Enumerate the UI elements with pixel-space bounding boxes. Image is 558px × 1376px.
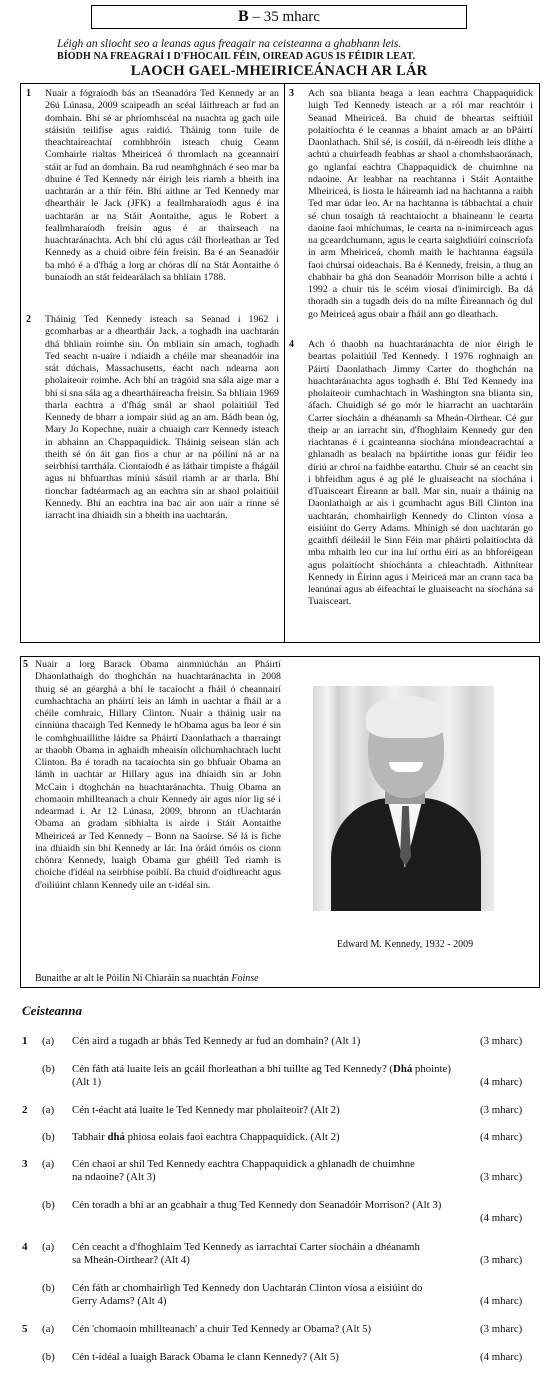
question-marks: (3 mharc): [480, 1035, 523, 1047]
question-number: 5: [22, 1323, 28, 1335]
credit-prefix: Bunaithe ar alt le Póilín Ní Chiaráin sa nuachtán: [35, 973, 232, 984]
question-text: Cén fáth atá luaite leis an gcáil fhorleathan a bhí tuillte ag Ted Kennedy? (Dhá phointe): [72, 1063, 451, 1075]
source-credit: [35, 973, 259, 984]
question-letter: (a): [42, 1241, 55, 1253]
question-letter: (b): [42, 1351, 55, 1363]
credit-source: Foinse: [231, 973, 259, 984]
question-marks: (4 mharc): [480, 1212, 523, 1224]
question-text: Cén ceacht a d'fhoghlaim Ted Kennedy as iarrachtaí Carter síocháin a dhéanamh: [72, 1241, 420, 1253]
question-text: Cén aird a tugadh ar bhás Ted Kennedy ar fud an domhain? (Alt 1): [72, 1035, 361, 1047]
question-marks: (4 mharc): [480, 1076, 523, 1088]
questions-heading: Ceisteanna: [22, 1003, 82, 1018]
question-letter: (b): [42, 1199, 55, 1211]
question-text: Cén fáth ar chomhairligh Ted Kennedy don Uachtarán Clinton víosa a eisiúint do: [72, 1282, 423, 1294]
question-text: Cén 'chomaoin mhillteanach' a chuir Ted Kennedy ar Obama? (Alt 5): [72, 1323, 372, 1335]
question-text-line2: Gerry Adams? (Alt 4): [72, 1295, 167, 1307]
question-marks: (4 mharc): [480, 1295, 523, 1307]
photo-caption: Edward M. Kennedy, 1932 - 2009: [336, 939, 474, 950]
instruction-own-words: BÍODH NA FREAGRAÍ I D'FHOCAIL FÉIN, OIREAD AGUS IS FÉIDIR LEAT.: [57, 51, 416, 62]
column-divider: [284, 84, 285, 642]
article-box-paragraph-5: [20, 656, 540, 988]
paragraph-5: Nuair a lorg Barack Obama ainmniúchán an Pháirtí Dhaonlathaigh do thoghchán na huachtaránachta in 2008 thuig sé an géarghá a bhí le tacaíocht a fháil ó cheannairí cumhachtacha an pháirtí leis an lámh in uachtar a fháil ar a chéile comhraic, Hillary Clinton. Nuair a tháinig uair na cinniúna thacaigh Ted Kennedy le hObama agus ba leor é sin le comhghuaillithe láidre sa Pháirtí Daonlathach a tharraingt ar thaobh Obama in aghaidh mheaisín ollchumhachtach lucht Clinton. Ba é toradh na tacaíochta sin go bhfuair Obama an lámh in uachtar ar Hillary agus ina dhiaidh sin ar John McCain i dtoghchán na huachtaránachta. Thuig Obama an chomaoin mhillteanach a chuir Kennedy air agus níor lig sé i ndearmad í. Ar 12 Lúnasa, 2009, bhronn an tUachtarán Obama an gradam sibhialta is airde i Stáit Aontaithe Mheiriceá ar Ted Kennedy – Bonn na Saoirse. Sé lá is fiche ina dhiaidh sin bhí Kennedy ar lár. Ina óráid ómóis os cionn chónra Kennedy, luaigh Obama gur ghéill Ted riamh is choíche d'idéal na seirbhíse poiblí. Ba chuid d'oidhreacht agus d'oiliúint chlann Kennedy uile an t-idéal sin.: [35, 659, 281, 891]
question-letter: (b): [42, 1282, 55, 1294]
question-marks: (3 mharc): [480, 1171, 523, 1183]
question-text-line2: sa Mheán-Oirthear? (Alt 4): [72, 1254, 190, 1266]
question-number: 3: [22, 1158, 28, 1170]
question-letter: (a): [42, 1035, 55, 1047]
question-number: 1: [22, 1035, 28, 1047]
question-marks: (3 mharc): [480, 1254, 523, 1266]
section-header-box: [91, 5, 467, 29]
question-text: Cén t-idéal a luaigh Barack Obama le clann Kennedy? (Alt 5): [72, 1351, 339, 1363]
paragraph-number-2: 2: [26, 314, 31, 325]
question-letter: (a): [42, 1104, 55, 1116]
paragraph-number-5: 5: [23, 659, 28, 670]
question-text-line2: (Alt 1): [72, 1076, 102, 1088]
question-letter: (a): [42, 1158, 55, 1170]
question-text: Cén chaoi ar shíl Ted Kennedy eachtra Chappaquidick a ghlanadh de chuimhne: [72, 1158, 415, 1170]
article-title: LAOCH GAEL-MHEIRICEÁNACH AR LÁR: [130, 63, 428, 79]
question-text: Tabhair dhá phíosa eolais faoi eachtra Chappaquidick. (Alt 2): [72, 1131, 340, 1143]
question-text-line2: na ndaoine? (Alt 3): [72, 1171, 156, 1183]
article-box-paragraphs-1-4: [20, 83, 540, 643]
question-number: 2: [22, 1104, 28, 1116]
paragraph-2: Tháinig Ted Kennedy isteach sa Seanad i 1962 i gcomharbas ar a dheartháir Jack, a toghadh ina uachtarán dhá bhliain roimhe sin. Ón mbliain sin amach, toghadh Ted seacht n-uaire i ndiaidh a chéile mar sheanadóir ina stát dúchais, Massachusetts, éacht nach ndearna aon pholaiteoir roimhe. Ach bhí an tragóid sna sála aige mar a bhí sí sna sála ag a dheartháireacha freisin. Sa bhliain 1969 tharla eachtra a d'fhág smál ar shaol polaitiúil Ted Kennedy de bharr a iompair siúd ag an am. Bádh bean óg, Mary Jo Kopechne, nuair a chuaigh carr Kennedy isteach in abhainn an Chappaquidick. Tháinig seisean slán ach theith sé ón áit gan fios a chur ar na póilíní ná ar na seirbhísí tarrthála. Ciontaíodh é as láthair timpiste a fhágáil agus ní bhfuarthas míniú sásúil riamh ar ar tharla. Bhí tionchar fadtéarmach ag an eachtra sin ar shaol polaitiúil Kennedy. Bhí an eachtra ina bac air aon uair a rinne sé iarracht ina dhiaidh sin a bheith ina uachtarán.: [45, 314, 279, 521]
question-text: Cén toradh a bhí ar an gcabhair a thug Ted Kennedy don Seanadóir Morrison? (Alt 3): [72, 1199, 442, 1211]
question-text: Cén t-éacht atá luaite le Ted Kennedy mar pholaiteoir? (Alt 2): [72, 1104, 340, 1116]
paragraph-3: Ach sna blianta beaga a lean eachtra Chappaquidick luigh Ted Kennedy isteach ar a ról mar reachtóir i Seanad Mheiriceá. Ba chuid de bheartas seiftiúil polaitíochta é le ceannas a bhaint amach ar an bPáirtí Daonlathach. Shíl sé, is cosúil, dá n-éireodh leis dlíthe a achtú a chuirfeadh feabhas ar shaol a chomhshaoránach, go nglanfaí eachtra Chappaquidick de chuimhne na ndaoine. Ar leabhar na reachtanna i Stáit Aontaithe Mheiriceá, is liosta le háireamh iad na hachtanna a raibh Ted mar údar leo. Ar na hachtanna is tábhachtaí a chuir sé chun tosaigh tá reachtaíocht a bhaineann le cearta daoine faoi mhíchumas, le cearta na n-inimirceach agus na gceardchumann, agus le cearta saighdiúirí coinscríofa in arm Mheiriceá, chomh maith le hachtanna éagsúla faoi chúrsaí oideachais. Ba é Kennedy, freisin, a thug an chabhair ba ghá don Seanadóir Morrison bille a achtú i 1992 a chuir tús le scéim víosaí d'inimircigh. Ba dá thoradh sin a tugadh deis do na mílte Éireannach óg dul go Meiriceá agus obair a fháil ann go dleathach.: [308, 88, 533, 320]
paragraph-1: Nuair a fógraíodh bás an tSeanadóra Ted Kennedy ar an 26ú Lúnasa, 2009 scaipeadh an scéal láithreach ar fud an domhain. Bhí sé ar phríomhscéal na nuachta ag gach uile stáisiún teilifíse agus raidió. Tháinig tonn tuile de theachtaireachtaí comhbhróin isteach chuig Ceann Comhairle rialtas Mheiriceá ó thromlach na gceannairí stáit ar fud an domhain. Ba rud neamhghnách é seo mar ba dhuine é Ted Kennedy nár éirigh leis riamh a bheith ina uachtarán ar a thír féin. Bhí aithne ar Ted Kennedy mar dheartháir le Jack (JFK) a feallmharaíodh agus é ina uachtarán ar na Stáit Aontaithe, agus le Robert a feallmharaíodh freisin agus é ar thairseach na huachtaránachta. Ach bhí clú agus cáil fhorleathan ar Ted Kennedy as a chuid oibre féin freisin. Ba é an Seanadóir ba mhó é a d'fhág a lorg ar chóras dlí na Stát Aontaithe ó bunaíodh an stát feidearálach sa bhliain 1788.: [45, 88, 279, 283]
question-marks: (3 mharc): [480, 1104, 523, 1116]
question-letter: (b): [42, 1063, 55, 1075]
section-marks: – 35 mharc: [252, 9, 320, 25]
instruction-read: Léigh an sliocht seo a leanas agus freagair na ceisteanna a ghabhann leis.: [57, 38, 402, 50]
kennedy-photo: [313, 686, 494, 911]
question-marks: (4 mharc): [480, 1131, 523, 1143]
paragraph-4: Ach ó thaobh na huachtaránachta de níor éirigh le beartas polaitiúil Ted Kennedy. I 1976 roghnaigh an Páirtí Daonlathach Jimmy Carter do thoghchán na huachtaránachta agus toghadh é. Bhí Ted Kennedy ina pholaiteoir cumhachtach in Washington sna blianta sin, áfach. Chuidigh sé go mór le hiarracht an uachtaráin Carter síocháin a dhéanamh sa Mheán-Oirthear. Cé gur theip ar an iarracht sin, d'fhoghlaim Kennedy gur den riachtanas é i gcainteanna síochána míondeacrachtaí a ghlanadh as bealach na bpáirtithe ionas gur féidir leo díriú ar chroí na faidhbe eatarthu. Chuir sé an ceacht sin i bhfeidhm agus é ag plé le gluaiseacht na síochána i dTuaisceart Éireann ar ball. Mar sin, nuair a tháinig na Daonlathaigh ar ais i gcumhacht agus Bill Clinton ina uachtarán, chomhairligh Kennedy do Clinton víosa a eisiúint do Gerry Adams. Mhínigh sé don uachtarán go gcaithfí déileáil le Sinn Féin mar pháirtí polaitíochta dá mba mhaith leo cur ina luí orthu éirí as an bhforéigean agus polaitíocht shíochánta a chleachtadh. Aithnítear Kennedy in Éirinn agus i Meiriceá mar an crann taca ba leanúnaí agus ab éifeachtaí le gluaiseacht na síochána sa Tuaisceart.: [308, 339, 533, 608]
question-number: 4: [22, 1241, 28, 1253]
question-marks: (4 mharc): [480, 1351, 523, 1363]
question-marks: (3 mharc): [480, 1323, 523, 1335]
paragraph-number-3: 3: [289, 88, 294, 99]
section-label: B: [238, 8, 249, 25]
paragraph-number-1: 1: [26, 88, 31, 99]
paragraph-number-4: 4: [289, 339, 294, 350]
question-letter: (b): [42, 1131, 55, 1143]
question-letter: (a): [42, 1323, 55, 1335]
